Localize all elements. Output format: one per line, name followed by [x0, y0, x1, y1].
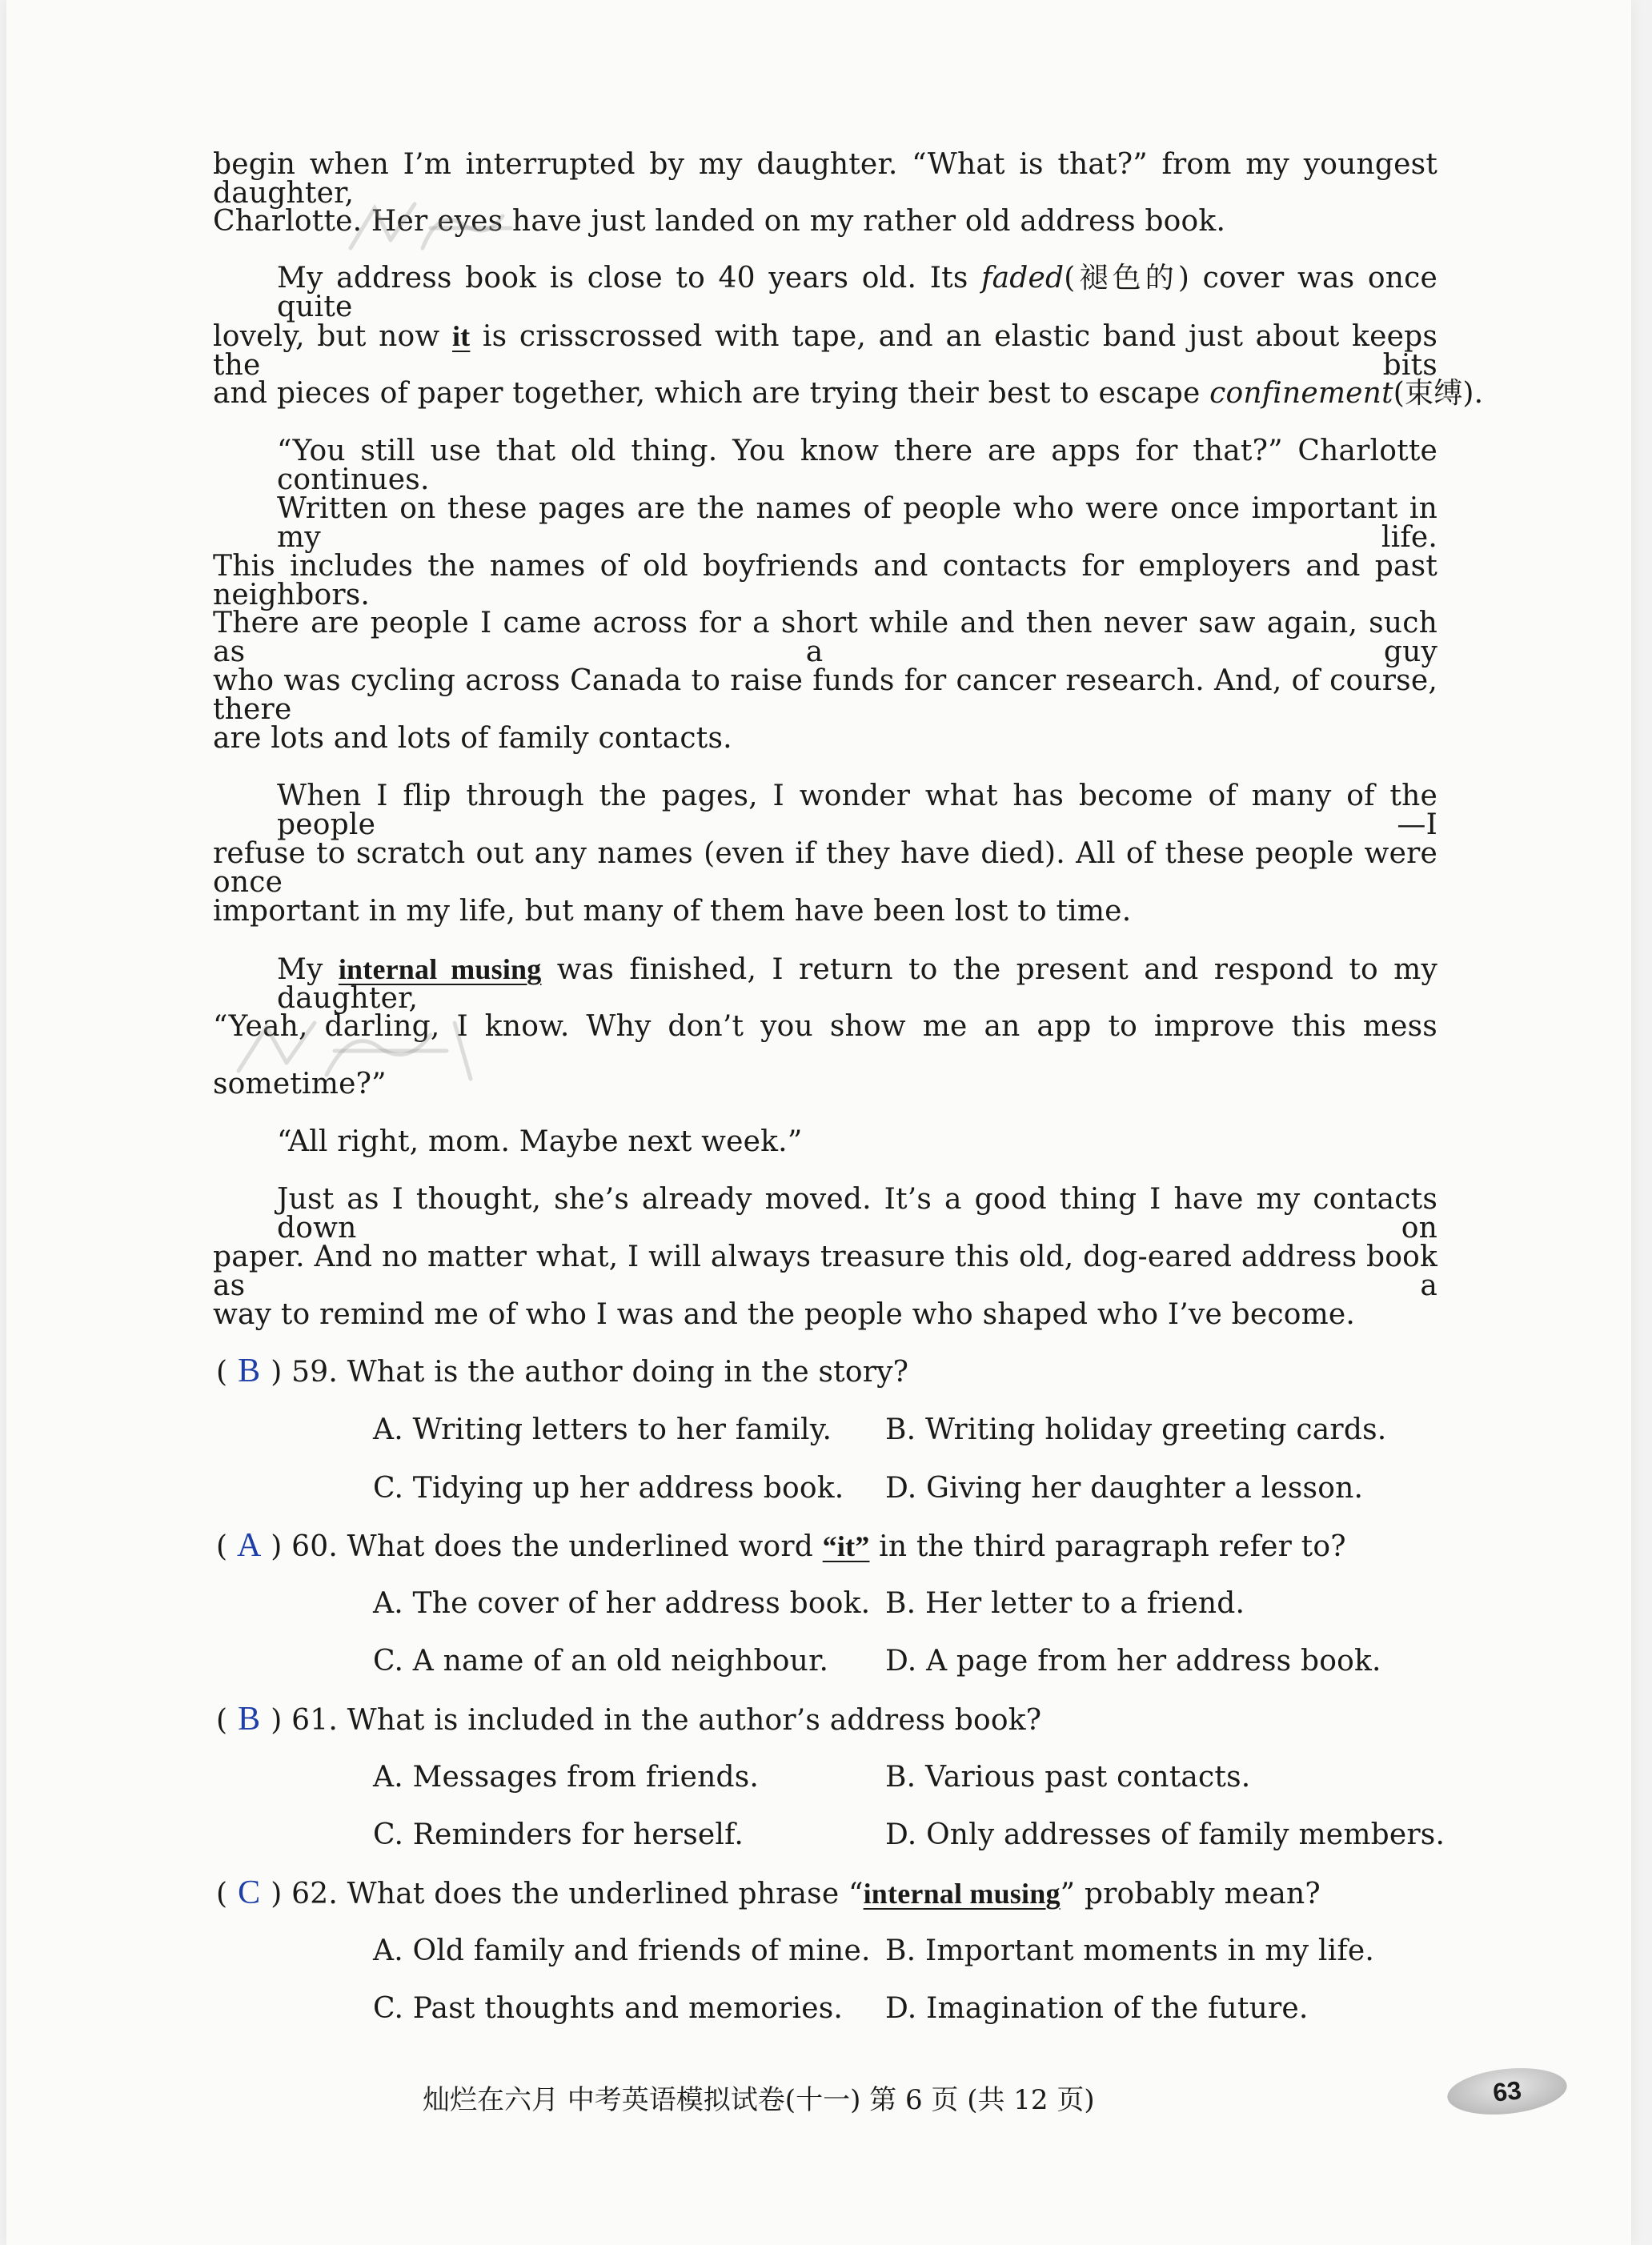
passage-line: [213, 322, 1437, 380]
passage-line: are lots and lots of family contacts.: [213, 722, 732, 755]
passage-line: way to remind me of who I was and the people who shaped who I’ve become.: [213, 1298, 1356, 1331]
passage-line: [277, 955, 1437, 1013]
answer-mark: B: [238, 1701, 261, 1738]
document-page: [6, 0, 1631, 2245]
paren-open: (: [216, 1530, 228, 1563]
passage-line: begin when I’m interrupted by my daughter. “What is that?” from my youngest daughter,: [213, 148, 1437, 210]
text-run: My: [277, 953, 339, 986]
passage-line: important in my life, but many of them have been lost to time.: [213, 895, 1132, 928]
underlined-key-word: “it”: [822, 1530, 870, 1562]
italic-word: confinement: [1209, 377, 1393, 410]
answer-mark: A: [236, 1527, 262, 1564]
option-b: B. Writing holiday greeting cards.: [885, 1413, 1387, 1446]
question-60-stem: [216, 1529, 1346, 1562]
option-a: A. The cover of her address book.: [373, 1587, 871, 1620]
text-run: is crisscrossed with tape, and an elastic band just about keeps the bits: [213, 320, 1437, 382]
question-62-stem: [216, 1876, 1321, 1910]
question-61-stem: [216, 1702, 1041, 1736]
text-run: was finished, I return to the present and respond to my daughter,: [277, 953, 1437, 1015]
option-a: A. Messages from friends.: [373, 1761, 760, 1794]
underlined-word-it: it: [451, 320, 471, 352]
passage-line: “Yeah, darling, I know. Why don’t you show me an app to improve this mess: [213, 1010, 1437, 1043]
passage-line: This includes the names of old boyfriends and contacts for employers and past neighbors.: [213, 550, 1437, 611]
option-a: A. Old family and friends of mine.: [373, 1934, 871, 1967]
text-run: and pieces of paper together, which are trying their best to escape: [213, 377, 1210, 410]
option-d: D. Giving her daughter a lesson.: [885, 1472, 1364, 1505]
italic-word: faded: [981, 262, 1065, 295]
passage-line: sometime?”: [213, 1068, 387, 1100]
question-text: ) 61. What is included in the author’s address book?: [271, 1704, 1042, 1737]
paren-open: (: [216, 1356, 228, 1389]
underlined-key-phrase: internal musing: [863, 1878, 1061, 1910]
passage-line: When I flip through the pages, I wonder what has become of many of the people —I: [277, 780, 1437, 841]
option-b: B. Her letter to a friend.: [885, 1587, 1245, 1620]
passage-line: [213, 379, 1483, 408]
question-text: ) 62. What does the underlined phrase “: [271, 1878, 864, 1910]
answer-mark: C: [238, 1874, 261, 1911]
underlined-phrase-internal-musing: internal musing: [338, 953, 542, 985]
option-b: B. Various past contacts.: [885, 1761, 1251, 1794]
option-c: C. Tidying up her address book.: [373, 1472, 844, 1505]
passage-line: Charlotte. Her eyes have just landed on my rather old address book.: [213, 205, 1226, 238]
passage-line: Written on these pages are the names of people who were once important in my life.: [277, 492, 1437, 554]
paren-open: (: [216, 1878, 228, 1910]
page-footer: 灿烂在六月 中考英语模拟试卷(十一) 第 6 页 (共 12 页): [423, 2084, 1095, 2116]
option-b: B. Important moments in my life.: [885, 1934, 1375, 1967]
text-run: My address book is close to 40 years old. Its: [277, 262, 982, 295]
answer-mark: B: [238, 1353, 261, 1389]
question-59-stem: [216, 1354, 908, 1388]
passage-line: There are people I came across for a short while and then never saw again, such as a guy: [213, 607, 1437, 668]
question-text: ) 60. What does the underlined word: [271, 1530, 823, 1563]
passage-line: [277, 264, 1437, 322]
option-c: C. A name of an old neighbour.: [373, 1645, 829, 1678]
passage-line: refuse to scratch out any names (even if they have died). All of these people were once: [213, 837, 1437, 899]
option-d: D. Only addresses of family members.: [885, 1818, 1446, 1851]
option-d: D. A page from her address book.: [885, 1645, 1381, 1678]
passage-line: paper. And no matter what, I will always treasure this old, dog-eared address book as a: [213, 1241, 1437, 1302]
option-a: A. Writing letters to her family.: [373, 1413, 832, 1446]
option-c: C. Past thoughts and memories.: [373, 1992, 844, 2025]
passage-line: “All right, mom. Maybe next week.”: [277, 1125, 803, 1158]
question-text: in the third paragraph refer to?: [869, 1530, 1346, 1563]
question-text: ” probably mean?: [1060, 1878, 1321, 1910]
option-c: C. Reminders for herself.: [373, 1818, 744, 1851]
passage-line: who was cycling across Canada to raise funds for cancer research. And, of course, there: [213, 664, 1437, 726]
text-run: (褪色的) cover was once quite: [277, 262, 1438, 323]
page-number-badge: 63: [1445, 2063, 1569, 2119]
text-run: lovely, but now: [213, 320, 452, 353]
text-run: (束缚).: [1393, 377, 1484, 410]
passage-line: “You still use that old thing. You know there are apps for that?” Charlotte continues.: [277, 435, 1437, 496]
question-text: ) 59. What is the author doing in the story?: [271, 1356, 909, 1389]
option-d: D. Imagination of the future.: [885, 1992, 1309, 2025]
paren-open: (: [216, 1704, 228, 1737]
passage-line: Just as I thought, she’s already moved. It’s a good thing I have my contacts down on: [277, 1183, 1437, 1245]
